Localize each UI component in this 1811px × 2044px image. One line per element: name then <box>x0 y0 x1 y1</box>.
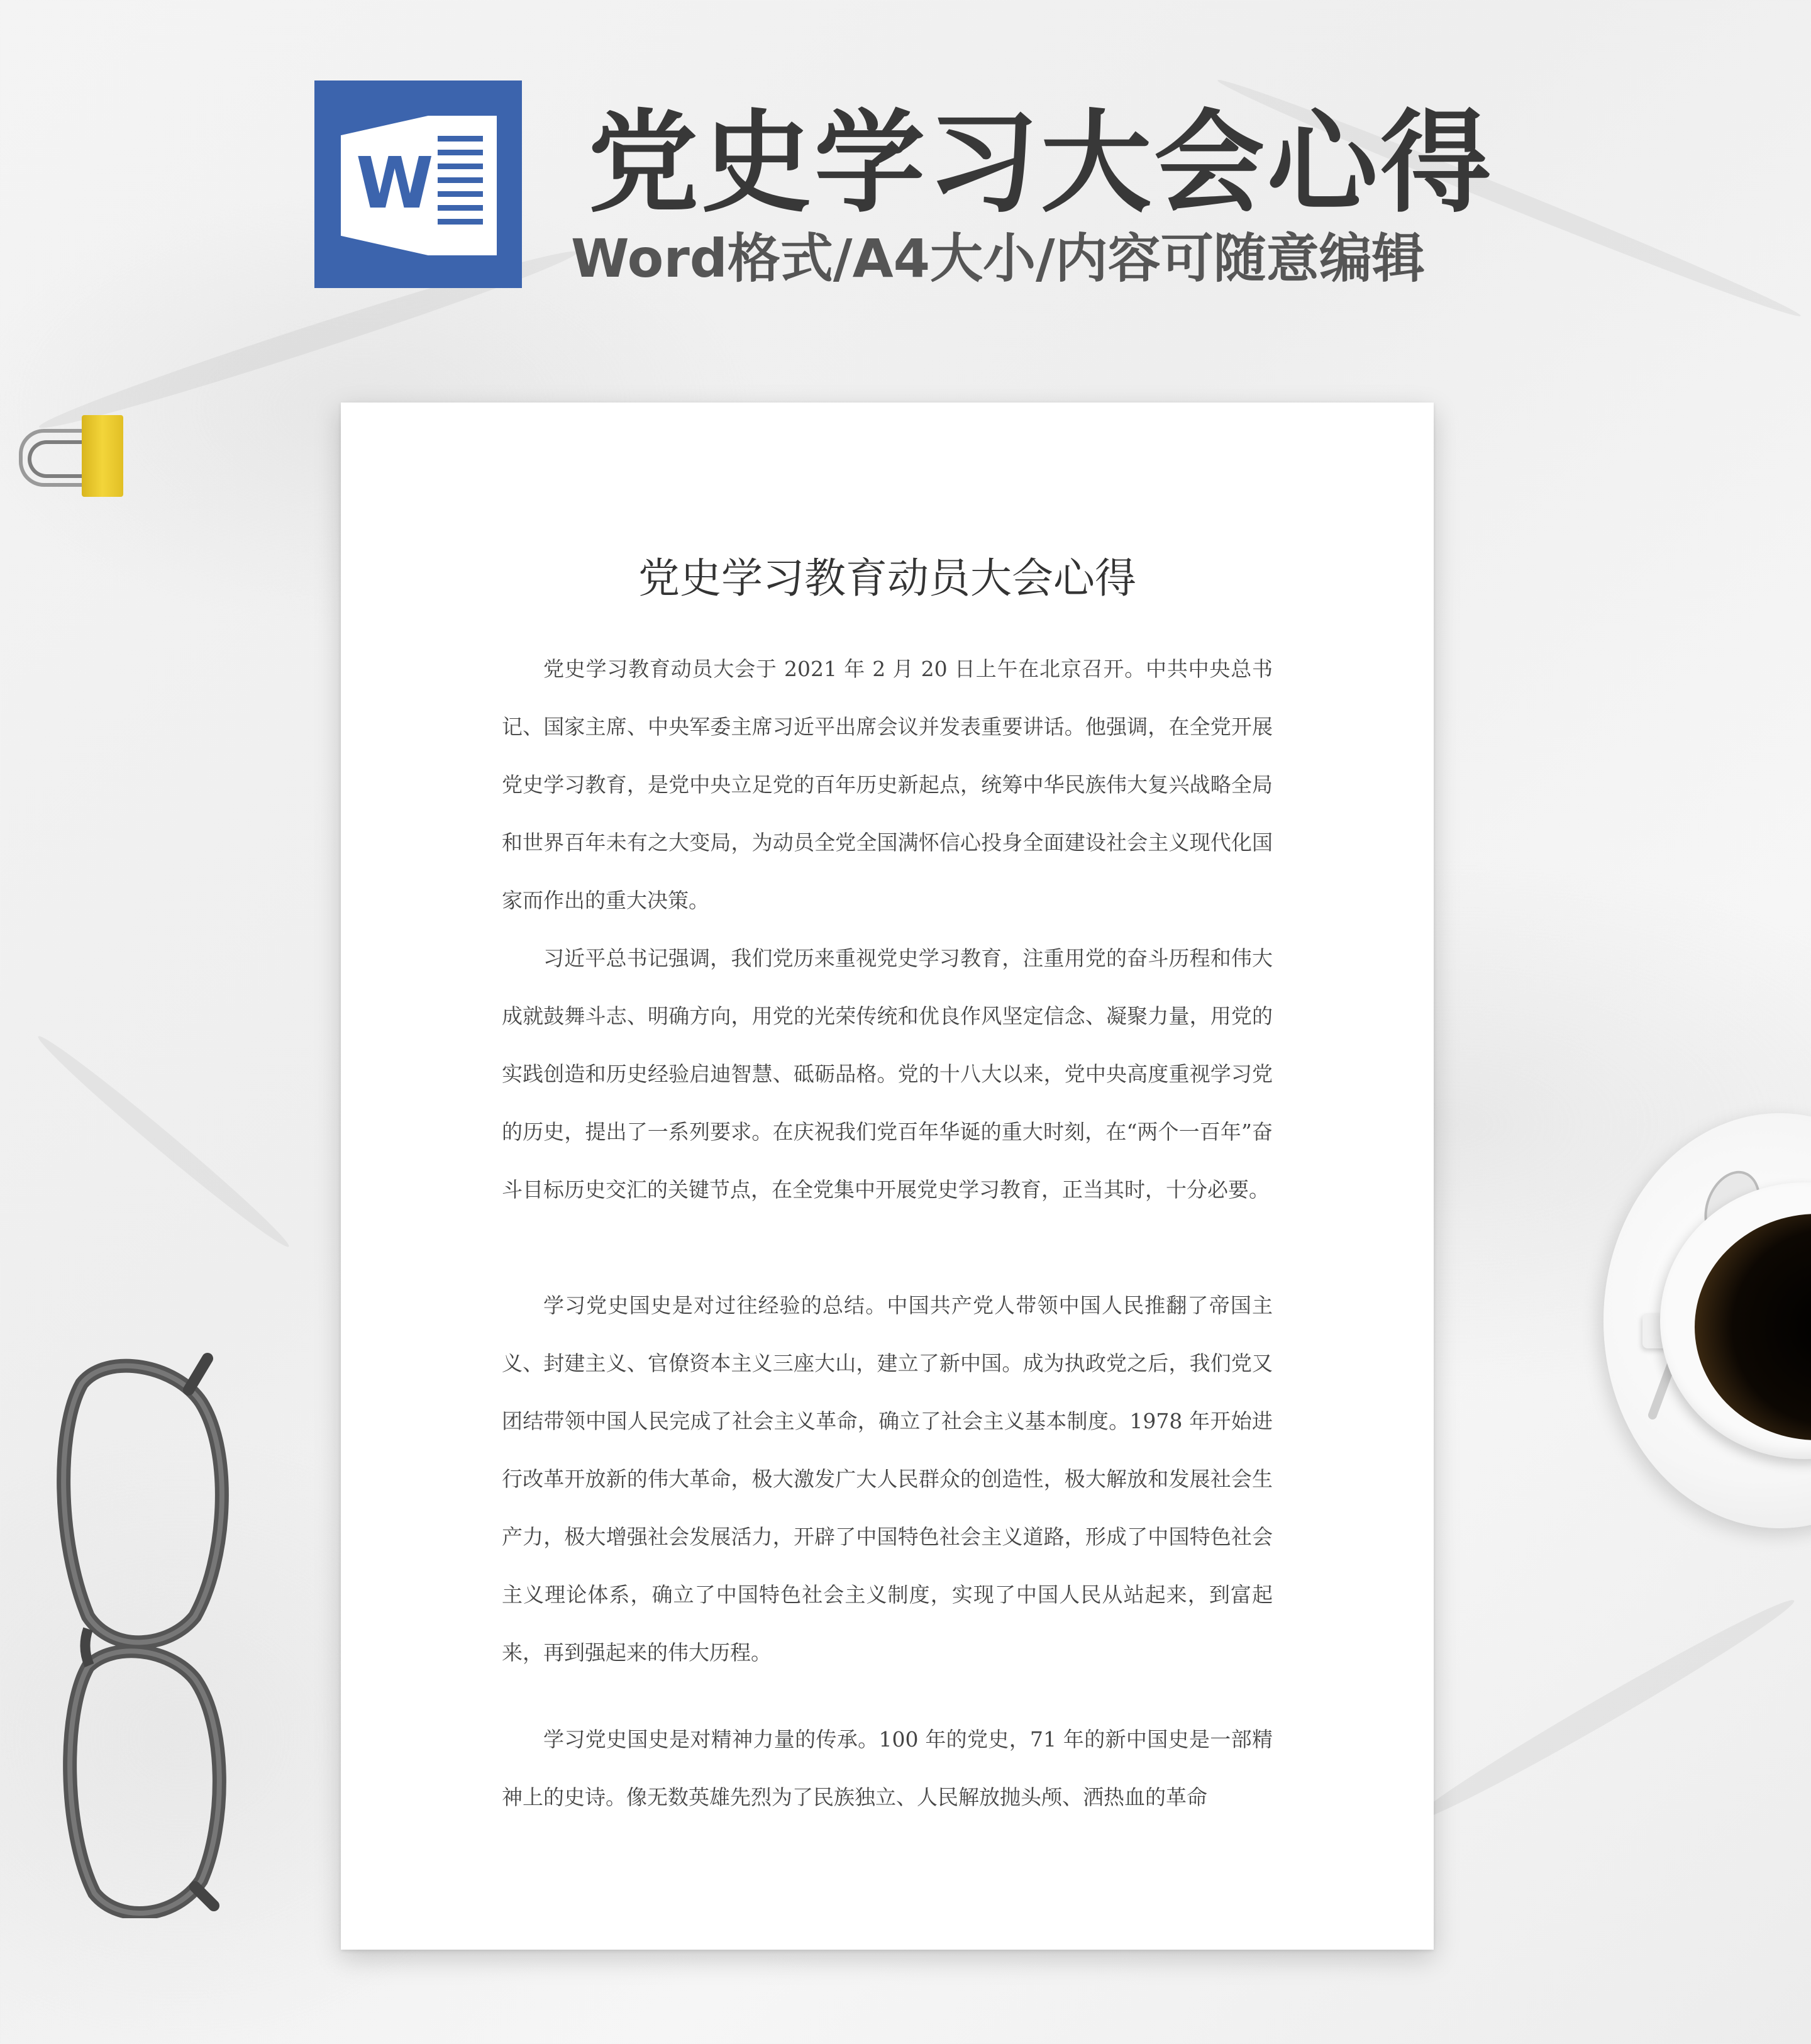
word-logo-letter: W <box>356 143 434 225</box>
document-paragraph: 学习党史国史是对过往经验的总结。中国共产党人带领中国人民推翻了帝国主义、封建主义、官僚资本主义三座大山，建立了新中国。成为执政党之后，我们党又团结带领中国人民完成了社会主义革命，确立了社会主义基本制度。1978 年开始进行改革开放新的伟大革命，极大激发广大人民群众的创造性，极大解放和发展社会生产力，极大增强社会发展活力，开辟了中国特色社会主义道路，形成了中国特色社会主义理论体系，确立了中国特色社会主义制度，实现了中国人民从站起来，到富起来，再到强起来的伟大历程。 <box>502 1293 1273 1665</box>
page-title: 党史学习大会心得 <box>588 99 1494 228</box>
document-paragraph: 习近平总书记强调，我们党历来重视党史学习教育，注重用党的奋斗历程和伟大成就鼓舞斗志、明确方向，用党的光荣传统和优良作风坚定信念、凝聚力量，用党的实践创造和历史经验启迪智慧、砥砺品格。党的十八大以来，党中央高度重视学习党的历史，提出了一系列要求。在庆祝我们党百年华诞的重大时刻，在“两个一百年”奋斗目标历史交汇的关键节点，在全党集中开展党史学习教育，正当其时，十分必要。 <box>502 946 1273 1202</box>
word-logo-icon <box>314 81 522 288</box>
document-page <box>341 403 1434 1950</box>
page-subtitle: Word格式/A4大小/内容可随意编辑 <box>571 228 1425 289</box>
document-paragraph: 党史学习教育动员大会于 2021 年 2 月 20 日上午在北京召开。中共中央总书记、国家主席、中央军委主席习近平出席会议并发表重要讲话。他强调，在全党开展党史学习教育，是党中央立足党的百年历史新起点，统筹中华民族伟大复兴战略全局和世界百年未有之大变局，为动员全党全国满怀信心投身全面建设社会主义现代化国家而作出的重大决策。 <box>502 657 1273 913</box>
document-paragraph: 学习党史国史是对精神力量的传承。100 年的党史，71 年的新中国史是一部精神上的史诗。像无数英雄先烈为了民族独立、人民解放抛头颅、洒热血的革命 <box>502 1727 1273 1809</box>
word-logo-lines <box>438 136 483 236</box>
marble-vein <box>1407 1590 1800 1832</box>
document-title: 党史学习教育动员大会心得 <box>638 554 1136 603</box>
binder-clip-icon <box>82 415 123 497</box>
marble-vein <box>32 1029 295 1253</box>
glasses-icon <box>44 1352 233 1918</box>
